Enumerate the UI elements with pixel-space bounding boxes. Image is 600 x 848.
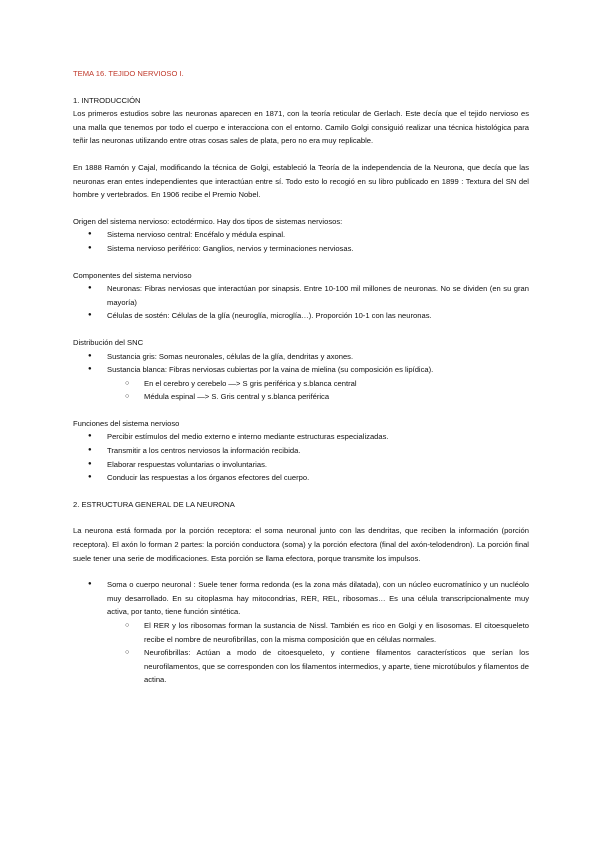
- list-item: ● Sustancia gris: Somas neuronales, células de la glía, dendritas y axones.: [73, 350, 529, 364]
- list-item-soma: [73, 578, 529, 687]
- list-item: ● Sustancia blanca: Fibras nerviosas cubiertas por la vaina de mielina (su composición es lipídica).: [73, 363, 529, 377]
- list-item: ● Percibir estímulos del medio externo e interno mediante estructuras especializadas.: [73, 430, 529, 444]
- soma-text: Soma o cuerpo neuronal : Suele tener forma redonda (es la zona más dilatada), con un núcleo eucromatínico y un nucléolo muy desarrollado. En su citoplasma hay mitocondrias, RER, REL, ribosomas… Es una célula transcripcionalmente muy activa, por tanto, tiene función sintética.: [107, 580, 529, 617]
- neuron-list: [73, 578, 529, 687]
- components-list: [73, 282, 529, 323]
- list-item: ● Conducir las respuestas a los órganos efectores del cuerpo.: [73, 471, 529, 485]
- intro-paragraph-1: Los primeros estudios sobre las neuronas aparecen en 1871, con la teoría reticular de Gerlach. Este decía que el tejido nervioso es una malla que tenemos por todo el cuerpo e interacciona con el entorno. Camilo Golgi consiguió realizar una técnica histológica para teñir las neuronas utilizando entre otras cosas sales de plata, pero no era muy replicable.: [73, 109, 529, 146]
- list-item: ○ El RER y los ribosomas forman la sustancia de Nissl. También es rico en Golgi y en lisosomas. El citoesqueleto recibe el nombre de neurofibrillas, con la misma composición que en células normales.: [107, 619, 529, 646]
- list-item: ● Sistema nervioso central: Encéfalo y médula espinal.: [73, 228, 529, 242]
- list-item: ● Elaborar respuestas voluntarias o involuntarias.: [73, 458, 529, 472]
- intro-paragraph-2: En 1888 Ramón y Cajal, modificando la técnica de Golgi, estableció la Teoría de la independencia de la Neurona, que decía que las neuronas eran entes independientes que interactúan entre sí. Todo esto lo recogió en su libro publicado en 1899 : Textura del SN del hombre y vertebrados. En 1906 recibe el Premio Nobel.: [73, 162, 529, 200]
- functions-list: [73, 430, 529, 484]
- list-item: ○ Médula espinal —> S. Gris central y s.blanca periférica: [73, 390, 529, 404]
- functions-heading: Funciones del sistema nervioso: [73, 418, 180, 428]
- section-2-heading: 2. ESTRUCTURA GENERAL DE LA NEURONA: [73, 499, 235, 509]
- origin-heading: Origen del sistema nervioso: ectodérmico. Hay dos tipos de sistemas nerviosos:: [73, 216, 343, 226]
- distribution-list: [73, 350, 529, 377]
- distribution-heading: Distribución del SNC: [73, 337, 144, 347]
- list-item: ● Células de sostén: Células de la glía (neuroglía, microglía…). Proporción 10-1 con las neuronas.: [73, 309, 529, 323]
- origin-list: [73, 228, 529, 255]
- page-title: TEMA 16. TEJIDO NERVIOSO I.: [73, 69, 184, 78]
- list-item: ● Transmitir a los centros nerviosos la información recibida.: [73, 444, 529, 458]
- neuron-paragraph: La neurona está formada por la porción receptora: el soma neuronal junto con las dendritas, que reciben la información (porción receptora). El axón lo forman 2 partes: la porción conductora (soma) y la porción efectora (final del axón-telodendron). La porción final suele tener una serie de modificaciones. Esta porción se llama efectora, porque transmite los impulsos.: [73, 526, 529, 563]
- list-item: ○ En el cerebro y cerebelo —> S gris periférica y s.blanca central: [73, 377, 529, 391]
- components-heading: Componentes del sistema nervioso: [73, 270, 192, 280]
- distribution-sublist: [73, 377, 529, 404]
- soma-sublist: [107, 619, 529, 687]
- list-item: ○ Neurofibrillas: Actúan a modo de citoesqueleto, y contiene filamentos característicos que serían los neurofilamentos, que se corresponden con los filamentos intermedios, y aparte, tiene microtúbulos y filamentos de actina.: [107, 646, 529, 687]
- list-item: ● Neuronas: Fibras nerviosas que interactúan por sinapsis. Entre 10-100 mil millones de neuronas. No se dividen (en su gran mayoría): [73, 282, 529, 309]
- list-item: ● Sistema nervioso periférico: Ganglios, nervios y terminaciones nerviosas.: [73, 242, 529, 256]
- section-1-heading: 1. INTRODUCCIÓN: [73, 95, 141, 105]
- document-body: [73, 67, 529, 687]
